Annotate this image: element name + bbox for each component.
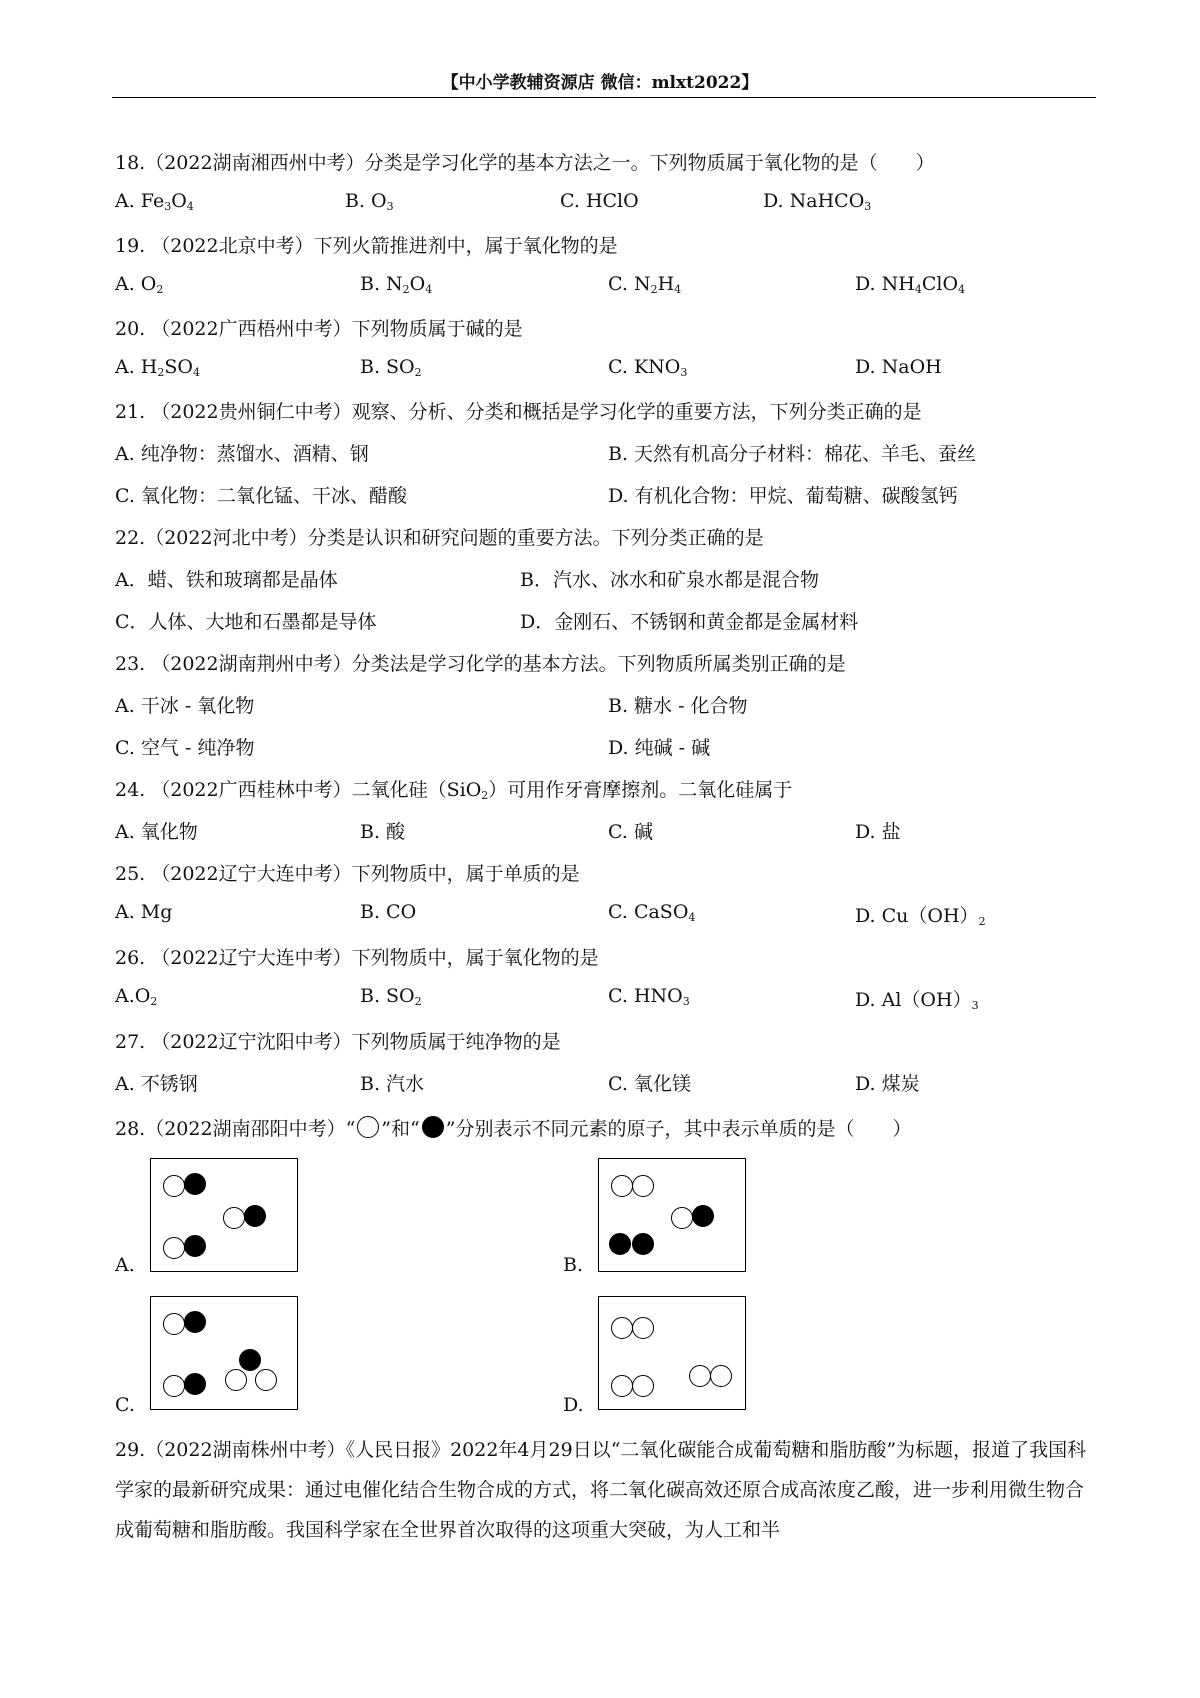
q22-option-b: B．汽水、冰水和矿泉水都是混合物: [520, 569, 819, 591]
white-atom-icon: [671, 1207, 693, 1229]
q19-option-a: A. $O_2$: [115, 273, 164, 296]
q28-label-d: D.: [563, 1394, 584, 1416]
page-header: 【中小学教辅资源店 微信：mlxt2022】: [441, 73, 759, 93]
q21-option-a: A. 纯净物：蒸馏水、酒精、钢: [115, 443, 369, 465]
q28-label-b: B.: [563, 1254, 584, 1276]
q28-diagram-a: [150, 1158, 298, 1272]
black-atom-icon: [184, 1373, 206, 1395]
q24-option-b: B. 酸: [360, 821, 406, 843]
q28-label-c: C.: [115, 1394, 135, 1416]
q21-option-d: D. 有机化合物：甲烷、葡萄糖、碳酸氢钙: [608, 485, 958, 507]
q24-stem: 24. （2022广西桂林中考）二氧化硅（SiO$_2$）可用作牙膏摩擦剂。二氧化硅属于: [115, 779, 793, 802]
q19-option-c: C. $N_2H_4$: [608, 273, 682, 296]
q22-option-d: D．金刚石、不锈钢和黄金都是金属材料: [520, 611, 859, 633]
q18-option-a: A. $Fe_3O_4$: [115, 190, 194, 213]
q18-stem: 18.（2022湖南湘西州中考）分类是学习化学的基本方法之一。下列物质属于氧化物的是（ ）: [115, 152, 935, 174]
white-atom-icon: [710, 1365, 732, 1387]
q26-stem: 26. （2022辽宁大连中考）下列物质中，属于氧化物的是: [115, 947, 599, 969]
q28-stem: 28.（2022湖南邵阳中考）“ ”和“ ”分别表示不同元素的原子，其中表示单质的是（ ）: [115, 1118, 912, 1140]
q23-option-b: B. 糖水 - 化合物: [608, 695, 748, 717]
white-atom-icon: [611, 1175, 633, 1197]
q27-option-d: D. 煤炭: [855, 1073, 920, 1095]
black-atom-icon: [239, 1349, 261, 1371]
black-atom-icon: [184, 1235, 206, 1257]
q27-option-c: C. 氧化镁: [608, 1073, 691, 1095]
q24-option-d: D. 盐: [855, 821, 901, 843]
q22-option-c: C．人体、大地和石墨都是导体: [115, 611, 377, 633]
q21-option-b: B. 天然有机高分子材料：棉花、羊毛、蚕丝: [608, 443, 977, 465]
q19-option-d: D. $NH_4ClO_4$: [855, 273, 966, 296]
white-atom-icon: [611, 1317, 633, 1339]
q24-option-a: A. 氧化物: [115, 821, 198, 843]
black-atom-icon: [184, 1311, 206, 1333]
white-atom-icon: [255, 1369, 277, 1391]
white-atom-icon: [632, 1175, 654, 1197]
q26-option-a: $A.O_2$: [115, 985, 158, 1008]
q22-option-a: A．蜡、铁和玻璃都是晶体: [115, 569, 338, 591]
q26-option-c: C. $HNO_3$: [608, 985, 690, 1008]
q18-option-b: B. $O_3$: [345, 190, 394, 213]
black-atom-icon: [692, 1205, 714, 1227]
black-atom-icon: [422, 1116, 444, 1138]
q19-option-b: B. $N_2O_4$: [360, 273, 433, 296]
q23-stem: 23. （2022湖南荆州中考）分类法是学习化学的基本方法。下列物质所属类别正确的是: [115, 653, 846, 675]
q26-option-b: B. $SO_2$: [360, 985, 422, 1008]
black-atom-icon: [609, 1233, 631, 1255]
q21-stem: 21. （2022贵州铜仁中考）观察、分析、分类和概括是学习化学的重要方法，下列分类正确的是: [115, 401, 922, 423]
q25-option-b: B. CO: [360, 901, 417, 923]
q20-option-a: A. $H_2SO_4$: [115, 356, 200, 379]
q18-option-d: D. NaHCO$_3$: [763, 190, 872, 213]
q20-stem: 20. （2022广西梧州中考）下列物质属于碱的是: [115, 318, 523, 340]
white-atom-icon: [163, 1313, 185, 1335]
black-atom-icon: [244, 1205, 266, 1227]
q27-option-a: A. 不锈钢: [115, 1073, 198, 1095]
q28-label-a: A.: [115, 1254, 135, 1276]
white-atom-icon: [632, 1317, 654, 1339]
white-atom-icon: [632, 1375, 654, 1397]
white-atom-icon: [163, 1175, 185, 1197]
q20-option-c: C. $KNO_3$: [608, 356, 688, 379]
q23-option-c: C. 空气 - 纯净物: [115, 737, 255, 759]
q21-option-c: C. 氧化物：二氧化锰、干冰、醋酸: [115, 485, 407, 507]
q23-option-a: A. 干冰 - 氧化物: [115, 695, 255, 717]
q26-option-d: D. $Al(OH)_3$: [855, 989, 979, 1012]
q25-option-c: C. CaSO$_4$: [608, 901, 696, 924]
q25-option-d: D. $Cu(OH)_2$: [855, 905, 986, 928]
white-atom-icon: [223, 1207, 245, 1229]
q25-stem: 25. （2022辽宁大连中考）下列物质中，属于单质的是: [115, 863, 580, 885]
q22-stem: 22.（2022河北中考）分类是认识和研究问题的重要方法。下列分类正确的是: [115, 527, 764, 549]
black-atom-icon: [184, 1173, 206, 1195]
q19-stem: 19. （2022北京中考）下列火箭推进剂中，属于氧化物的是: [115, 235, 618, 257]
white-atom-icon: [689, 1365, 711, 1387]
header-divider: [112, 97, 1096, 98]
white-atom-icon: [357, 1116, 379, 1138]
q27-option-b: B. 汽水: [360, 1073, 425, 1095]
q20-option-b: B. $SO_2$: [360, 356, 422, 379]
q24-option-c: C. 碱: [608, 821, 653, 843]
white-atom-icon: [225, 1369, 247, 1391]
q18-option-c: C. HClO: [560, 190, 639, 212]
q20-option-d: D. NaOH: [855, 356, 942, 378]
black-atom-icon: [632, 1233, 654, 1255]
q28-diagram-b: [598, 1158, 746, 1272]
q23-option-d: D. 纯碱 - 碱: [608, 737, 711, 759]
white-atom-icon: [163, 1375, 185, 1397]
q28-diagram-d: [598, 1296, 746, 1410]
white-atom-icon: [163, 1237, 185, 1259]
q25-option-a: A. Mg: [115, 901, 173, 923]
q29-paragraph: 29.（2022湖南株州中考）《人民日报》2022年4月29日以“二氧化碳能合成葡萄糖和脂肪酸”为标题，报道了我国科学家的最新研究成果：通过电催化结合生物合成的方式，将二氧化碳高效还原合成高浓度乙酸，进一步利用微生物合成葡萄糖和脂肪酸。我国科学家在全世界首次取得的这项重大突破，为人工和半: [115, 1439, 1087, 1541]
white-atom-icon: [611, 1375, 633, 1397]
q28-diagram-c: [150, 1296, 298, 1410]
q27-stem: 27. （2022辽宁沈阳中考）下列物质属于纯净物的是: [115, 1031, 561, 1053]
